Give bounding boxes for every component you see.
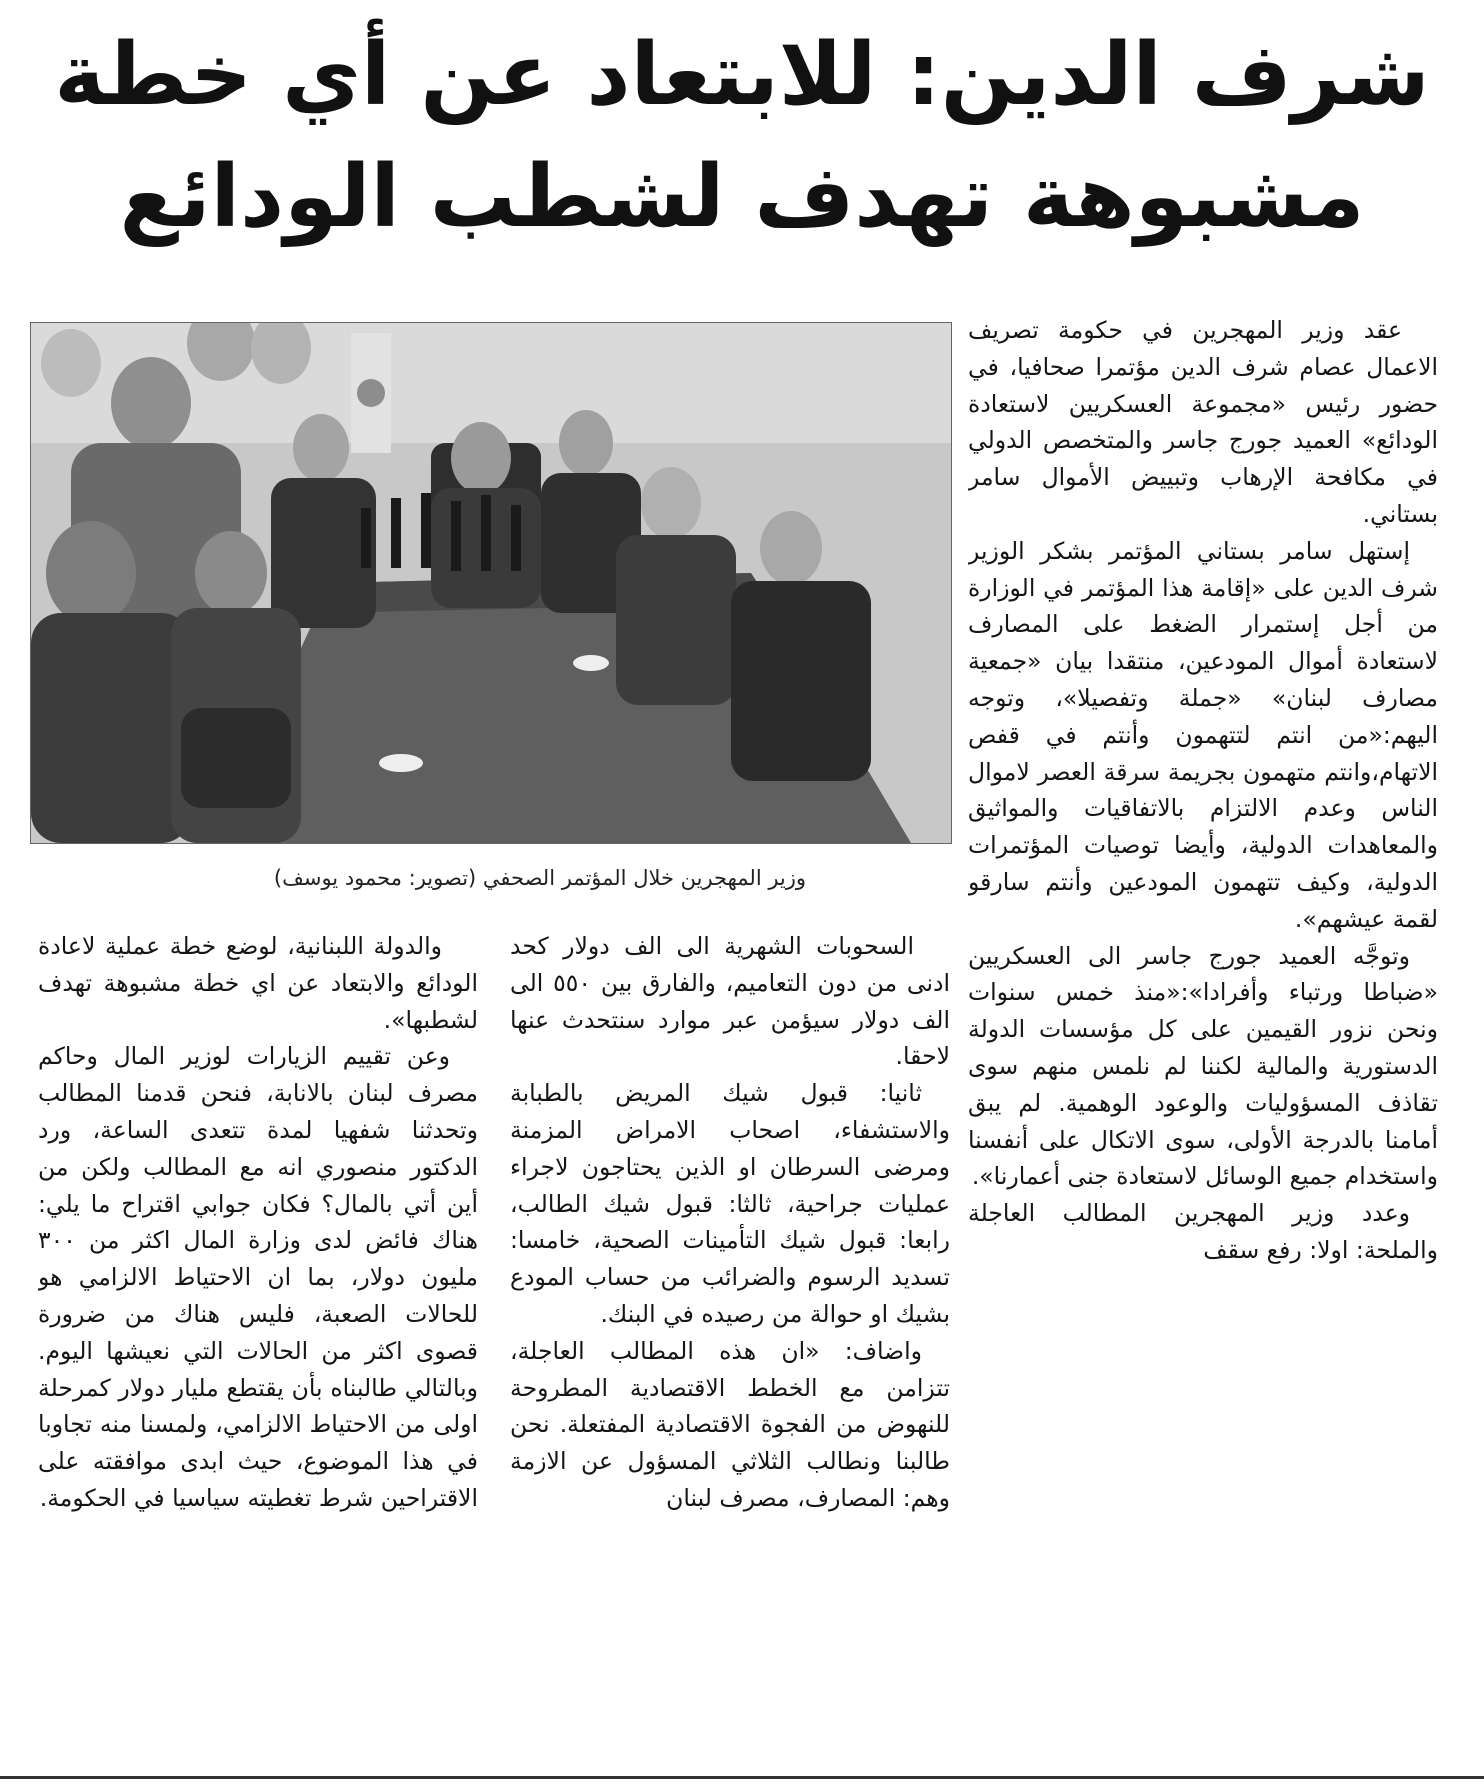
paragraph: وتوجَّه العميد جورج جاسر الى العسكريين «ضباطا ورتباء وأفرادا»:«منذ خمس سنوات ونحن نزور القيمين على كل مؤسسات الدولة الدستورية والمالية لكننا لم نلمس منهم سوى تقاذف المسؤوليات والوعود الوهمية. لم يبق أمامنا بالدرجة الأولى، سوى الاتكال على أنفسنا واستخدام جميع الوسائل لاستعادة جنى أعمارنا». <box>968 941 1438 1191</box>
photo-caption: وزير المهجرين خلال المؤتمر الصحفي (تصوير: محمود يوسف) <box>273 866 807 890</box>
headline-line-1: شرف الدين: للابتعاد عن أي خطة <box>54 25 1430 125</box>
photo-illustration <box>31 323 951 843</box>
article-column-left <box>38 928 478 1768</box>
headline-line-2: مشبوهة تهدف لشطب الودائع <box>119 147 1365 247</box>
paragraph: والدولة اللبنانية، لوضع خطة عملية لاعادة الودائع والابتعاد عن اي خطة مشبوهة تهدف لشطبها». <box>38 932 478 1034</box>
article-column-middle <box>510 928 950 1768</box>
headline <box>40 14 1444 284</box>
article-column-right <box>968 312 1438 1768</box>
paragraph: واضاف: «ان هذه المطالب العاجلة، تتزامن مع الخطط الاقتصادية المطروحة للنهوض من الفجوة الاقتصادية المفتعلة. نحن طالبنا ونطالب الثلاثي المسؤول عن الازمة وهم: المصارف، مصرف لبنان <box>510 1336 950 1512</box>
paragraph: ثانيا: قبول شيك المريض بالطبابة والاستشفاء، اصحاب الامراض المزمنة ومرضى السرطان او الذين يحتاجون لاجراء عمليات جراحية، ثالثا: قبول شيك الطالب، رابعا: قبول شيك التأمينات الصحية، خامسا: تسديد الرسوم والضرائب من حساب المودع بشيك او حوالة من رصيده في البنك. <box>510 1079 950 1328</box>
bottom-divider <box>0 1776 1484 1779</box>
paragraph: عقد وزير المهجرين في حكومة تصريف الاعمال عصام شرف الدين مؤتمرا صحافيا، في حضور رئيس «مجموعة العسكريين لاستعادة الودائع» العميد جورج جاسر والمتخصص الدولي في مكافحة الإرهاب وتبييض الأموال سامر بستاني. <box>968 316 1438 528</box>
press-conference-photo <box>30 322 952 844</box>
paragraph: وعدد وزير المهجرين المطالب العاجلة والملحة: اولا: رفع سقف <box>968 1199 1438 1264</box>
paragraph: إستهل سامر بستاني المؤتمر بشكر الوزير شرف الدين على «إقامة هذا المؤتمر في الوزارة من أجل إستمرار الضغط على المصارف لاستعادة أموال المودعين، منتقدا بيان «جمعية مصارف لبنان» «جملة وتفصيلا»، وتوجه اليهم:«من انتم لتتهمون وأنتم في قفص الاتهام،وانتم متهمون بجريمة سرقة العصر لاموال الناس وعدم الالتزام بالاتفاقيات والمواثيق والمعاهدات الدولية، وأيضا توصيات المؤتمرات الدولية، وكيف تتهمون المودعين وأنتم سارقو لقمة عيشهم». <box>968 536 1438 933</box>
paragraph: السحوبات الشهرية الى الف دولار كحد ادنى من دون التعاميم، والفارق بين ٥٥٠ الى الف دولار سيؤمن عبر موارد سنتحدث عنها لاحقا. <box>510 932 950 1071</box>
paragraph: وعن تقييم الزيارات لوزير المال وحاكم مصرف لبنان بالانابة، فنحن قدمنا المطالب وتحدثنا شفهيا لمدة تتعدى الساعة، ورد الدكتور منصوري انه مع المطالب ولكن من أين أتي بالمال؟ فكان جوابي اقتراح ما يلي: هناك فائض لدى وزارة المال اكثر من ٣٠٠ مليون دولار، بما ان الاحتياط الالزامي هو للحالات الصعبة، فليس هناك من ضرورة قصوى اكثر من الحالات التي نعيشها اليوم. وبالتالي طالبناه بأن يقتطع مليار دولار كمرحلة اولى من الاحتياط الالزامي، ولمسنا منه تجاوبا في هذا الموضوع، حيث ابدى موافقته على الاقتراحين شرط تغطيته سياسيا في الحكومة. <box>38 1042 478 1512</box>
